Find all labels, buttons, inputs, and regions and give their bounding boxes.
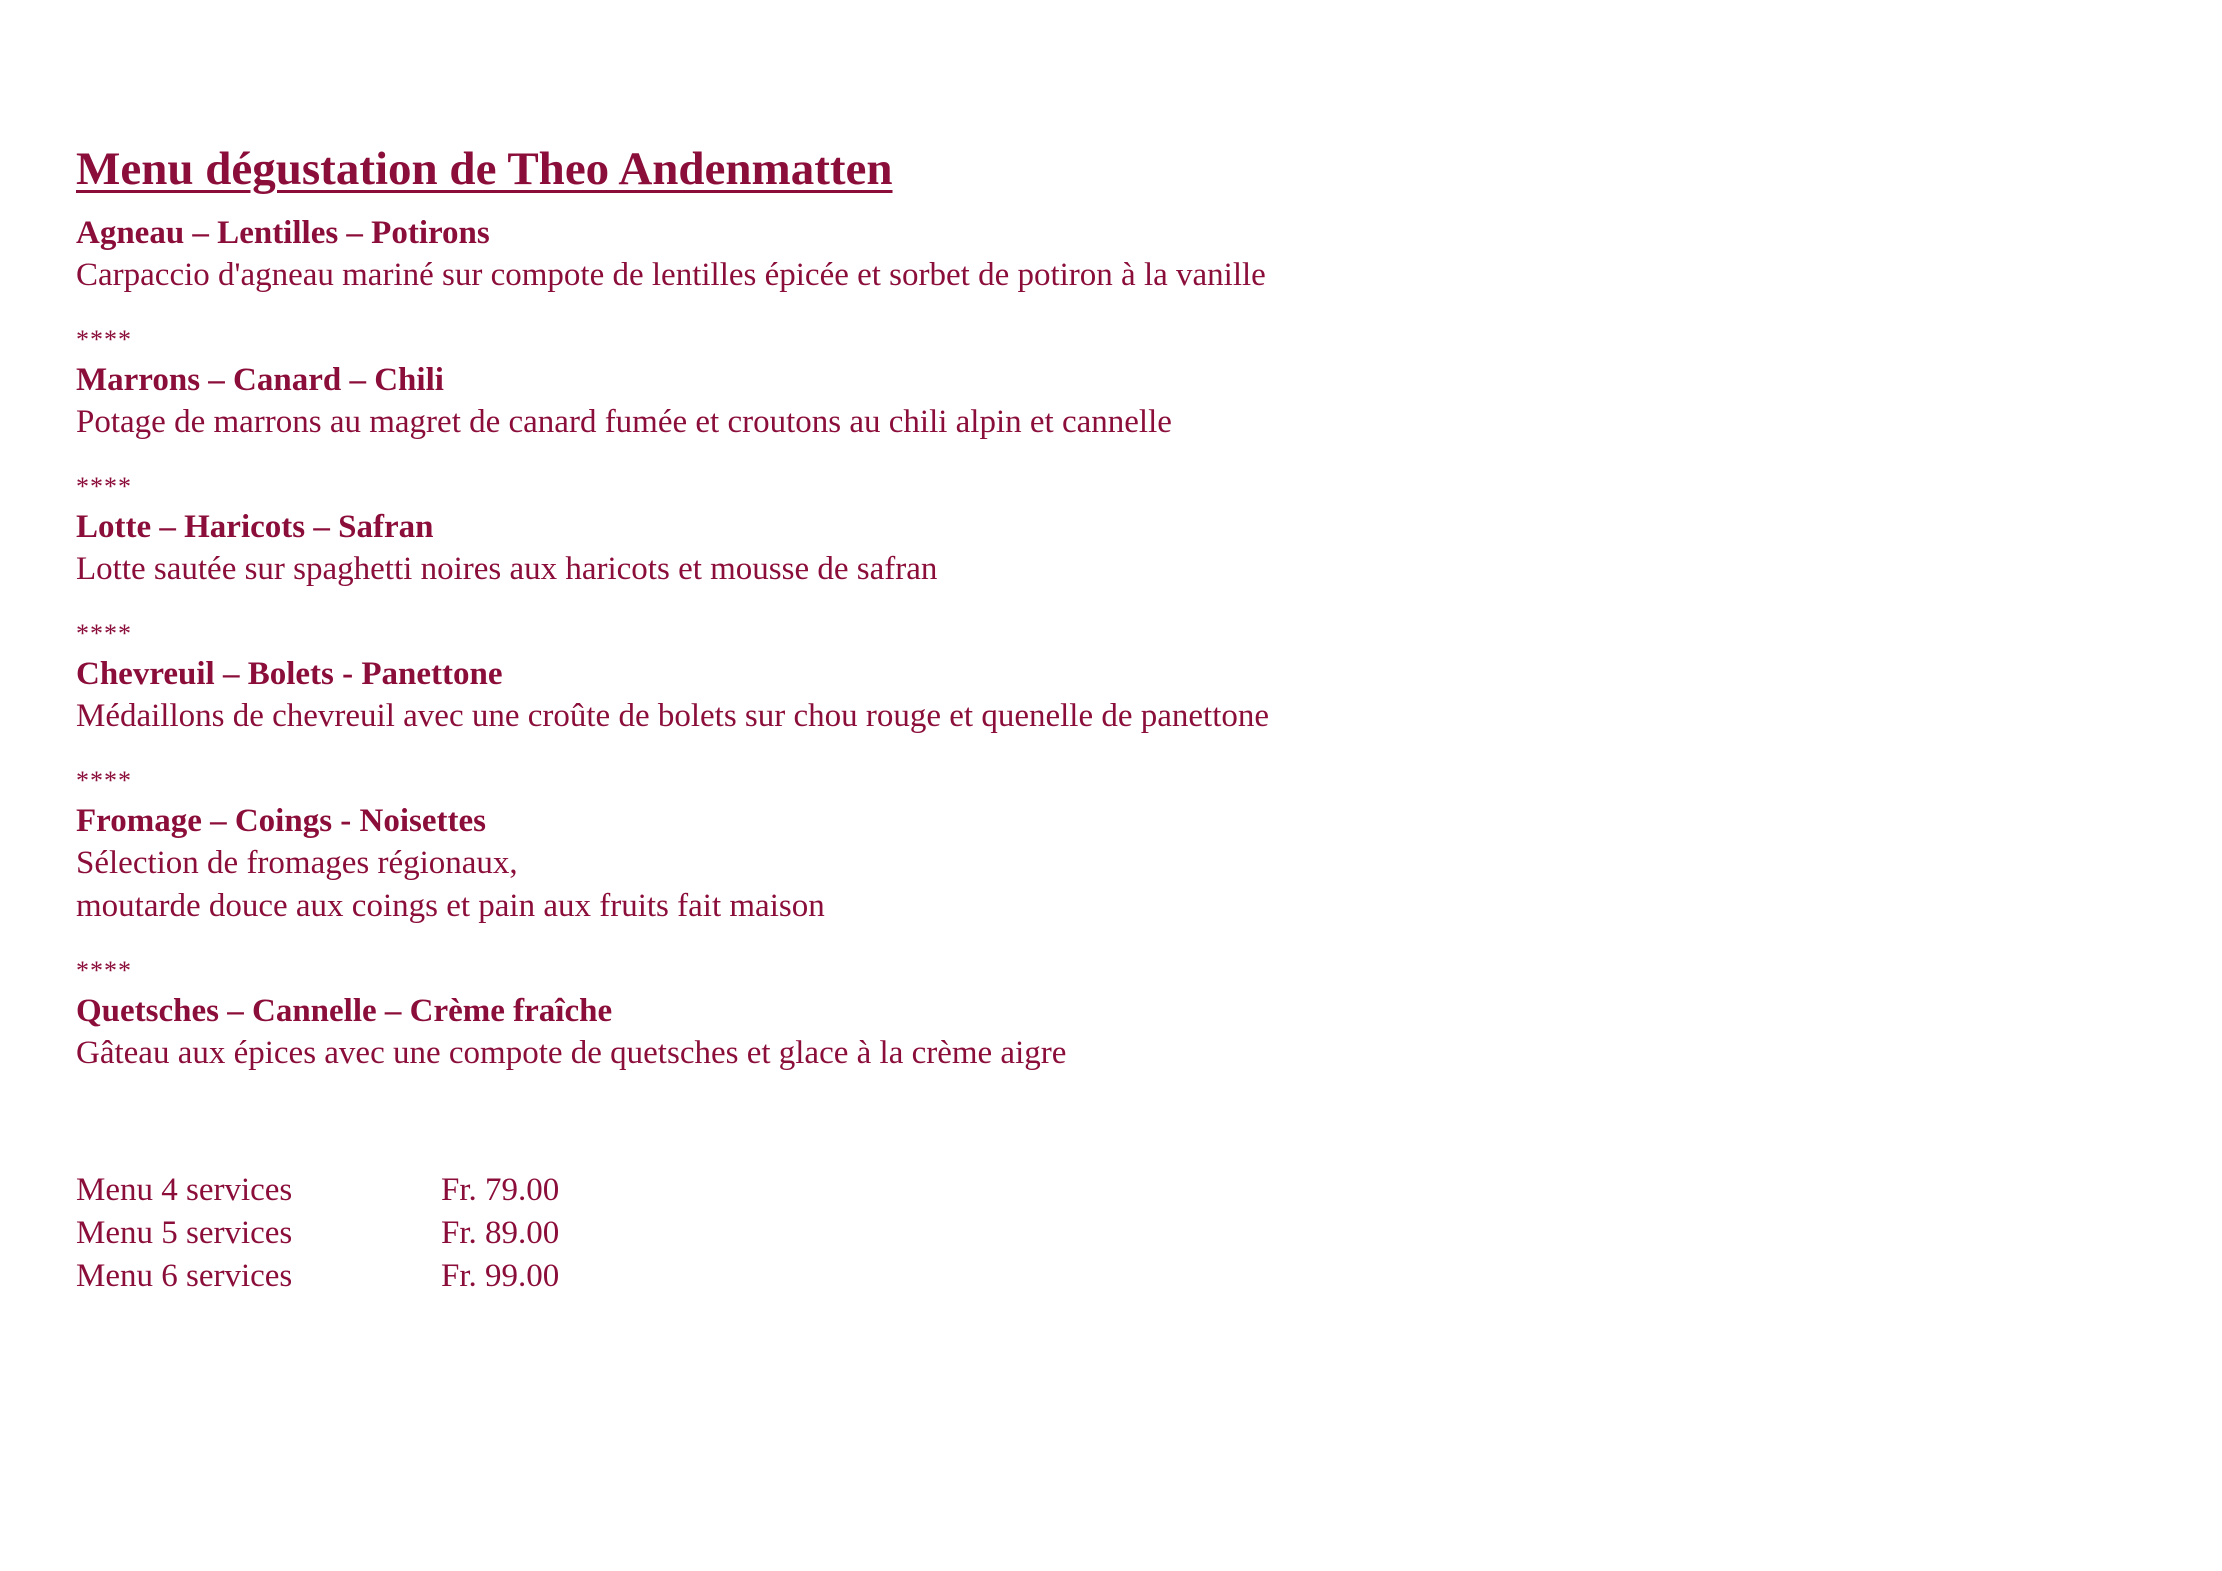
course-description: Lotte sautée sur spaghetti noires aux haricots et mousse de safran bbox=[76, 551, 938, 587]
course-separator: **** bbox=[76, 766, 132, 795]
course-description: Sélection de fromages régionaux, bbox=[76, 845, 518, 881]
course-3 bbox=[76, 506, 2076, 591]
course-1 bbox=[76, 212, 2076, 297]
course-title: Quetsches – Cannelle – Crème fraîche bbox=[76, 993, 613, 1029]
course-description-line2: moutarde douce aux coings et pain aux fruits fait maison bbox=[76, 888, 825, 924]
course-separator: **** bbox=[76, 325, 132, 354]
course-title: Agneau – Lentilles – Potirons bbox=[76, 215, 490, 251]
course-6 bbox=[76, 990, 2076, 1075]
course-title: Lotte – Haricots – Safran bbox=[76, 509, 434, 545]
price-value: Fr. 99.00 bbox=[441, 1258, 560, 1294]
price-label: Menu 6 services bbox=[76, 1258, 293, 1294]
course-separator: **** bbox=[76, 619, 132, 648]
price-value: Fr. 79.00 bbox=[441, 1172, 560, 1208]
menu-title: Menu dégustation de Theo Andenmatten bbox=[76, 143, 893, 195]
price-row bbox=[76, 1169, 2076, 1212]
course-4 bbox=[76, 653, 2076, 738]
course-title: Chevreuil – Bolets - Panettone bbox=[76, 656, 503, 692]
course-description: Carpaccio d'agneau mariné sur compote de lentilles épicée et sorbet de potiron à la vanille bbox=[76, 257, 1266, 293]
price-label: Menu 5 services bbox=[76, 1215, 293, 1251]
course-2 bbox=[76, 359, 2076, 444]
course-5 bbox=[76, 800, 2076, 928]
course-title: Marrons – Canard – Chili bbox=[76, 362, 444, 398]
course-title: Fromage – Coings - Noisettes bbox=[76, 803, 486, 839]
course-separator: **** bbox=[76, 472, 132, 501]
price-value: Fr. 89.00 bbox=[441, 1215, 560, 1251]
price-label: Menu 4 services bbox=[76, 1172, 293, 1208]
course-description: Potage de marrons au magret de canard fumée et croutons au chili alpin et cannelle bbox=[76, 404, 1172, 440]
price-row bbox=[76, 1212, 2076, 1255]
menu-page bbox=[76, 140, 2076, 1298]
price-list bbox=[76, 1169, 2076, 1298]
course-description: Gâteau aux épices avec une compote de quetsches et glace à la crème aigre bbox=[76, 1035, 1067, 1071]
course-separator: **** bbox=[76, 956, 132, 985]
course-description: Médaillons de chevreuil avec une croûte de bolets sur chou rouge et quenelle de panettone bbox=[76, 698, 1270, 734]
price-row bbox=[76, 1255, 2076, 1298]
